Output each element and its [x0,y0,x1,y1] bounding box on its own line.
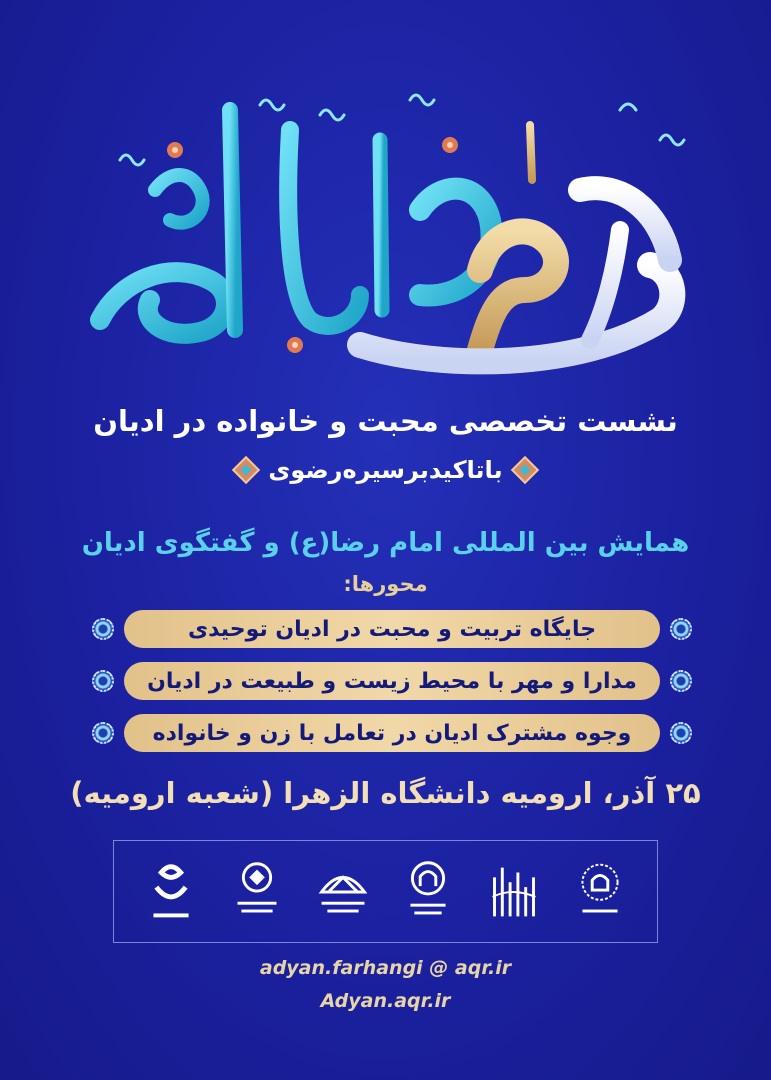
religions-research-center-logo [312,853,374,931]
cultural-institute-logo [569,853,631,931]
website-link[interactable]: Adyan.aqr.ir [320,990,451,1012]
axis-label: مدارا و مهر با محیط زیست و طبیعت در ادیان [124,662,660,700]
calligraphy-title [60,70,720,390]
iran-studies-institute-logo [226,853,288,931]
axis-label: وجوه مشترک ادیان در تعامل با زن و خانواده [124,714,660,752]
rosette-icon [670,670,692,692]
rosette-icon [92,670,114,692]
diamond-ornament-icon [510,456,538,484]
axis-item-2 [92,661,692,701]
astan-quds-razavi-logo [397,853,459,931]
subtitle-secondary-row [0,456,771,484]
rosette-icon [92,618,114,640]
rosette-icon [670,722,692,744]
date-location: ۲۵ آذر، ارومیه دانشگاه الزهرا (شعبه ارومیه) [70,776,701,810]
subtitle-secondary: باتاکیدبرسیره‌رضوی [268,456,503,484]
alzahra-university-logo [140,853,202,931]
contact-email[interactable]: adyan.farhangi @ aqr.ir [259,957,512,979]
sponsor-logos [113,840,658,943]
diamond-ornament-icon [232,456,260,484]
subtitle-primary: نشست تخصصی محبت و خانواده در ادیان [93,404,678,438]
calligraphic-emblem-logo [483,853,545,931]
conference-title: همایش بین المللی امام رضا(ع) و گفتگوی ادیان [81,528,690,558]
rosette-icon [670,618,692,640]
axis-item-3 [92,713,692,753]
calligraphy-graphic [60,70,720,390]
axis-item-1 [92,609,692,649]
rosette-icon [92,722,114,744]
axes-heading: محورها: [343,572,428,596]
axis-label: جایگاه تربیت و محبت در ادیان توحیدی [124,610,660,648]
